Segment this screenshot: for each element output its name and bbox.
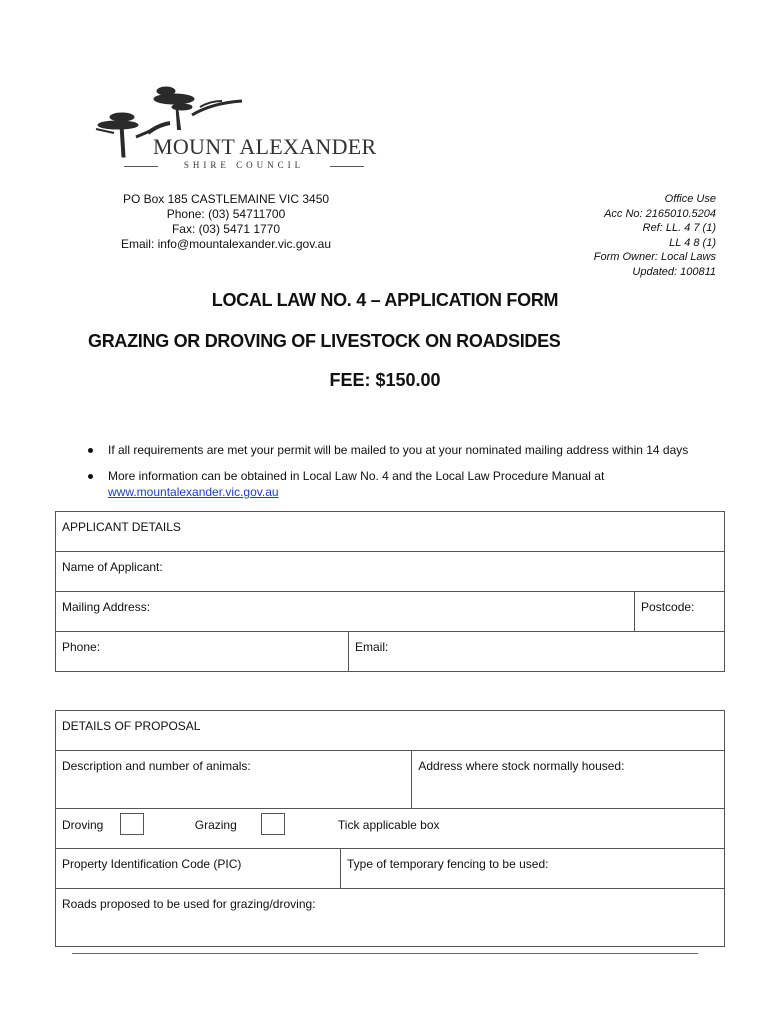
council-subtitle-row: [124, 160, 364, 174]
council-name: MOUNT ALEXANDER: [153, 134, 377, 159]
office-use-heading: Office Use: [664, 193, 716, 205]
fee-amount: FEE: $150.00: [329, 370, 441, 390]
mailing-address-field[interactable]: Mailing Address:: [56, 592, 635, 632]
email-address: Email: info@mountalexander.vic.gov.au: [120, 237, 332, 251]
fax-number: Fax: (03) 5471 1770: [171, 222, 281, 236]
website-link[interactable]: www.mountalexander.vic.gov.au: [108, 485, 279, 499]
updated-date: Updated: 100811: [632, 265, 716, 278]
applicant-name-field[interactable]: Name of Applicant:: [56, 552, 725, 592]
stock-address-field[interactable]: Address where stock normally housed:: [412, 751, 725, 809]
activity-type-row: [56, 809, 725, 849]
info-list: [88, 442, 708, 510]
council-subtitle: SHIRE COUNCIL: [183, 160, 305, 170]
contact-block: [96, 192, 356, 252]
section-heading: DETAILS OF PROPOSAL: [56, 711, 725, 751]
postal-address: PO Box 185 CASTLEMAINE VIC 3450: [122, 192, 330, 206]
phone-field[interactable]: Phone:: [56, 632, 349, 672]
proposal-details-table: [55, 710, 725, 947]
pic-field[interactable]: Property Identification Code (PIC): [56, 849, 341, 889]
droving-label: Droving: [62, 818, 104, 833]
email-field[interactable]: Email:: [349, 632, 725, 672]
fencing-type-field[interactable]: Type of temporary fencing to be used:: [341, 849, 725, 889]
droving-checkbox[interactable]: [120, 813, 144, 835]
bullet-icon: [88, 474, 93, 479]
reference-2: LL 4 8 (1): [669, 236, 716, 249]
list-item: [88, 442, 708, 458]
account-number: Acc No: 2165010.5204: [604, 207, 716, 220]
section-heading: APPLICANT DETAILS: [56, 512, 725, 552]
bullet-text: If all requirements are met your permit will be mailed to you at your nominated mailing address within 14 days: [108, 443, 689, 457]
roads-field[interactable]: Roads proposed to be used for grazing/droving:: [56, 889, 725, 947]
list-item: [88, 468, 708, 500]
postcode-field[interactable]: Postcode:: [635, 592, 725, 632]
divider: [330, 166, 364, 167]
office-use-block: [516, 192, 716, 279]
form-subtitle: GRAZING OR DROVING OF LIVESTOCK ON ROADSIDES: [88, 331, 561, 351]
footer-divider: [72, 953, 698, 954]
animals-description-field[interactable]: Description and number of animals:: [56, 751, 412, 809]
grazing-label: Grazing: [194, 818, 237, 833]
applicant-details-table: [55, 511, 725, 672]
bullet-text: More information can be obtained in Local Law No. 4 and the Local Law Procedure Manual at: [108, 469, 605, 483]
reference-1: Ref: LL. 4 7 (1): [642, 222, 716, 234]
tick-instruction: Tick applicable box: [337, 818, 440, 833]
form-owner: Form Owner: Local Laws: [593, 251, 716, 263]
grazing-checkbox[interactable]: [261, 813, 285, 835]
form-title: LOCAL LAW NO. 4 – APPLICATION FORM: [211, 290, 559, 310]
phone-number: Phone: (03) 54711700: [166, 207, 286, 221]
bullet-icon: [88, 448, 93, 453]
